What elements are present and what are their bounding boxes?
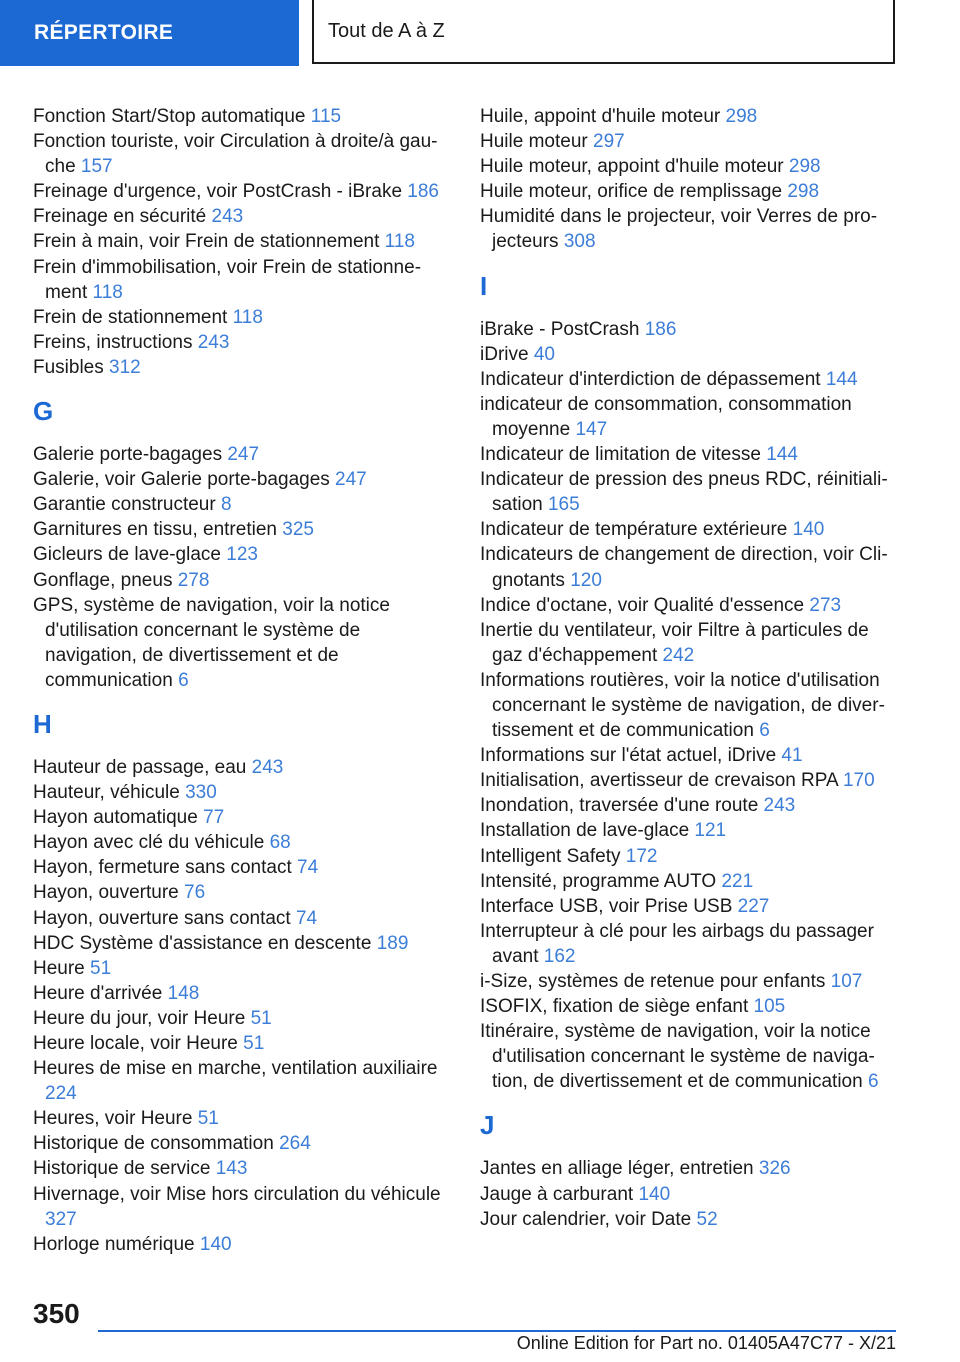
- index-entry: [480, 894, 892, 919]
- index-entry-text: Heure locale, voir Heure: [33, 1033, 238, 1054]
- index-entry: [33, 255, 443, 305]
- page-reference-link[interactable]: 157: [80, 156, 113, 178]
- index-entry: [480, 919, 892, 969]
- index-entry-text: Hauteur, véhicule: [33, 782, 180, 804]
- index-entry: [33, 1006, 443, 1031]
- index-entry: [33, 1106, 443, 1131]
- index-entry: [480, 743, 892, 768]
- page-reference-link[interactable]: 140: [638, 1183, 671, 1205]
- page-reference-link[interactable]: 172: [625, 845, 658, 867]
- page-reference-link[interactable]: 162: [543, 945, 576, 967]
- index-entry-text: indicateur de consommation, consommation moyenne: [480, 393, 852, 440]
- index-entry: [33, 204, 443, 229]
- index-entry-text: Indicateur de température extérieure: [480, 519, 788, 541]
- index-entry-text: Hayon, fermeture sans contact: [33, 857, 292, 879]
- index-entry: [480, 618, 892, 668]
- index-entry: [33, 880, 443, 905]
- index-entry-text: iBrake - PostCrash: [480, 318, 640, 340]
- index-entry: [33, 442, 443, 467]
- index-entry: [33, 855, 443, 880]
- index-entry-text: Freinage d'urgence, voir PostCrash - iBrake: [33, 181, 403, 203]
- index-entry: [480, 1019, 892, 1094]
- page-reference-link[interactable]: 308: [563, 231, 596, 253]
- index-entry: [33, 542, 443, 567]
- index-entry: [33, 179, 443, 204]
- index-entry: [33, 330, 443, 355]
- index-entry-text: Heures de mise en marche, ventilation auxiliaire: [33, 1058, 438, 1080]
- page-reference-link[interactable]: 243: [763, 795, 796, 817]
- index-entry: [33, 492, 443, 517]
- index-entry-text: Garantie constructeur: [33, 494, 216, 516]
- page-reference-link[interactable]: 41: [781, 745, 803, 767]
- index-entry-text: Installation de lave-glace: [480, 820, 690, 842]
- page-reference-link[interactable]: 298: [788, 156, 821, 178]
- page-reference-link[interactable]: 330: [185, 782, 217, 804]
- page-reference-link[interactable]: 278: [177, 569, 210, 591]
- page-reference-link[interactable]: 227: [737, 895, 770, 917]
- page-reference-link[interactable]: 140: [199, 1233, 232, 1255]
- index-entry: [480, 994, 892, 1019]
- index-entry-text: Heure du jour, voir Heure: [33, 1007, 246, 1029]
- index-entry-text: Jour calendrier, voir Date: [480, 1208, 692, 1230]
- index-entry: [480, 1182, 892, 1207]
- page-reference-link[interactable]: 123: [226, 544, 258, 566]
- index-entry-text: Hayon automatique: [33, 807, 198, 829]
- index-letter-heading: G: [33, 396, 54, 427]
- index-entry-text: Hauteur de passage, eau: [33, 756, 247, 778]
- index-entry: [33, 755, 443, 780]
- page-reference-link[interactable]: 298: [725, 106, 758, 127]
- index-entry-text: Indicateur de limitation de vitesse: [480, 444, 761, 466]
- index-entry: [33, 931, 443, 956]
- index-entry: [33, 1131, 443, 1156]
- index-entry: [480, 1207, 892, 1232]
- page-reference-link[interactable]: 186: [407, 181, 439, 203]
- index-entry-text: Huile, appoint d'huile moteur: [480, 106, 721, 127]
- index-entry-text: Garnitures en tissu, entretien: [33, 519, 277, 541]
- index-entry-text: Hayon, ouverture sans contact: [33, 907, 291, 929]
- index-entry: [33, 517, 443, 542]
- page-reference-link[interactable]: 74: [297, 857, 319, 879]
- page-reference-link[interactable]: 74: [295, 907, 318, 929]
- index-entry: [33, 1232, 443, 1257]
- index-entry-text: Inondation, traversée d'une route: [480, 795, 759, 817]
- index-entry-text: Informations routières, voir la notice d'utilisation concernant le système de navigation, de divertissement et de communication: [480, 669, 885, 742]
- index-entry: [33, 104, 443, 129]
- index-entry: [480, 668, 892, 743]
- page-reference-link[interactable]: 148: [167, 982, 200, 1004]
- index-entry: [480, 342, 892, 367]
- page-reference-link[interactable]: 6: [759, 720, 770, 742]
- index-entry-text: Frein de stationnement: [33, 306, 228, 328]
- index-entry-text: Humidité dans le projecteur, voir Verres de projecteurs: [480, 206, 878, 253]
- page-reference-link[interactable]: 325: [282, 519, 314, 541]
- page-reference-link[interactable]: 51: [243, 1033, 265, 1054]
- page-reference-link[interactable]: 221: [721, 870, 754, 892]
- index-entry: [480, 104, 892, 129]
- index-entry-text: Horloge numérique: [33, 1233, 195, 1255]
- index-entry-text: Hayon, ouverture: [33, 882, 179, 904]
- index-entry-text: Freinage en sécurité: [33, 206, 207, 228]
- index-entry: [480, 969, 892, 994]
- index-entry-text: Gonflage, pneus: [33, 569, 173, 591]
- page-reference-link[interactable]: 170: [842, 770, 875, 792]
- edition-note: Online Edition for Part no. 01405A47C77 - X/21: [516, 1333, 896, 1353]
- index-entry: [33, 305, 443, 330]
- page-reference-link[interactable]: 8: [220, 494, 232, 516]
- index-entry-text: Hayon avec clé du véhicule: [33, 832, 265, 854]
- page-reference-link[interactable]: 105: [753, 996, 786, 1018]
- index-entry-text: Inertie du ventilateur, voir Filtre à particules de gaz d'échappement: [480, 619, 869, 666]
- page-reference-link[interactable]: 51: [250, 1007, 272, 1029]
- page-reference-link[interactable]: 243: [251, 756, 284, 778]
- index-entry: [33, 568, 443, 593]
- page-reference-link[interactable]: 51: [90, 957, 112, 979]
- index-entry: [33, 593, 443, 693]
- index-entry: [33, 1056, 443, 1106]
- index-entry-text: Indicateur de pression des pneus RDC, réinitialisation: [480, 469, 888, 516]
- page-reference-link[interactable]: 326: [758, 1158, 791, 1180]
- index-entry-text: Hivernage, voir Mise hors circulation du véhicule: [33, 1183, 441, 1205]
- index-entry-text: Jauge à carburant: [480, 1183, 634, 1205]
- index-entry-text: HDC Système d'assistance en descente: [33, 932, 372, 954]
- footer-divider: [98, 1330, 896, 1332]
- page-reference-link[interactable]: 165: [547, 494, 580, 516]
- section-tab: [0, 0, 299, 66]
- index-entry: [33, 355, 443, 380]
- page-reference-link[interactable]: 51: [197, 1108, 219, 1130]
- index-entry: [33, 1156, 443, 1181]
- index-entry: [480, 442, 892, 467]
- page-reference-link[interactable]: 327: [45, 1208, 77, 1230]
- section-tab-label: RÉPERTOIRE: [34, 21, 174, 44]
- page-reference-link[interactable]: 140: [792, 519, 825, 541]
- index-entry: [480, 204, 892, 254]
- index-entry: [480, 179, 892, 204]
- page-reference-link[interactable]: 115: [310, 106, 342, 127]
- index-entry-text: Interrupteur à clé pour les airbags du passager avant: [480, 920, 874, 967]
- page-reference-link[interactable]: 186: [644, 318, 677, 340]
- page-reference-link[interactable]: 118: [92, 281, 123, 303]
- page-reference-link[interactable]: 143: [215, 1158, 248, 1180]
- page-reference-link[interactable]: 264: [279, 1133, 311, 1155]
- page-reference-link[interactable]: 118: [232, 306, 263, 328]
- page-reference-link[interactable]: 144: [766, 444, 798, 466]
- index-letter-heading: J: [480, 1110, 495, 1141]
- page-reference-link[interactable]: 273: [809, 594, 842, 616]
- index-entry-text: Indicateurs de changement de direction, voir Clignotants: [480, 544, 888, 591]
- index-entry-text: Initialisation, avertisseur de crevaison RPA: [480, 770, 838, 792]
- page-reference-link[interactable]: 243: [211, 206, 244, 228]
- page-reference-link[interactable]: 6: [178, 669, 189, 691]
- index-entry: [480, 154, 892, 179]
- page-number: 350: [33, 1298, 80, 1329]
- index-entry: [480, 1156, 892, 1181]
- page-reference-link[interactable]: 243: [197, 331, 230, 353]
- index-entry: [33, 129, 443, 179]
- page-reference-link[interactable]: 68: [269, 832, 291, 854]
- page-reference-link[interactable]: 247: [227, 444, 260, 466]
- index-entry-text: Freins, instructions: [33, 331, 193, 353]
- index-letter-heading: I: [480, 270, 488, 301]
- page-reference-link[interactable]: 6: [867, 1071, 879, 1093]
- index-entry-text: Frein d'immobilisation, voir Frein de stationnement: [33, 256, 422, 303]
- page-reference-link[interactable]: 147: [575, 418, 608, 440]
- index-entry-text: Fonction touriste, voir Circulation à droite/à gauche: [33, 131, 438, 178]
- page-reference-link[interactable]: 52: [696, 1208, 718, 1230]
- index-entry: [480, 793, 892, 818]
- index-entry-text: Gicleurs de lave-glace: [33, 544, 221, 566]
- index-entry: [33, 906, 443, 931]
- index-entry: [480, 768, 892, 793]
- index-entry: [480, 818, 892, 843]
- page-reference-link[interactable]: 297: [593, 131, 625, 153]
- index-entry: [33, 830, 443, 855]
- page-reference-link[interactable]: 298: [787, 181, 820, 203]
- index-entry-text: Fonction Start/Stop automatique: [33, 106, 306, 127]
- index-entry: [480, 367, 892, 392]
- index-entry-text: Fusibles: [33, 356, 104, 378]
- index-entry-text: Indice d'octane, voir Qualité d'essence: [480, 594, 805, 616]
- index-entry-text: iDrive: [480, 343, 529, 365]
- chapter-title-label: Tout de A à Z: [328, 19, 445, 42]
- index-entry: [33, 1031, 443, 1056]
- index-entry-text: Itinéraire, système de navigation, voir la notice d'utilisation concernant le système de navigation, de divertissement et de communication: [480, 1021, 875, 1093]
- index-column-left: [33, 104, 443, 1257]
- page-reference-link[interactable]: 144: [825, 368, 858, 390]
- page-reference-link[interactable]: 242: [662, 644, 695, 666]
- index-entry-text: Informations sur l'état actuel, iDrive: [480, 745, 777, 767]
- index-entry-text: Heures, voir Heure: [33, 1108, 193, 1130]
- page-reference-link[interactable]: 224: [45, 1083, 77, 1105]
- index-entry: [33, 229, 443, 254]
- page-reference-link[interactable]: 107: [830, 971, 863, 992]
- index-entry-text: Interface USB, voir Prise USB: [480, 895, 733, 917]
- chapter-title: [312, 0, 895, 64]
- index-entry: [33, 467, 443, 492]
- index-entry: [480, 467, 892, 517]
- index-entry-text: Jantes en alliage léger, entretien: [480, 1158, 754, 1180]
- index-entry: [480, 844, 892, 869]
- index-entry-text: Heure d'arrivée: [33, 982, 163, 1004]
- index-entry-text: i-Size, systèmes de retenue pour enfants: [480, 971, 826, 992]
- page-reference-link[interactable]: 40: [533, 343, 555, 365]
- index-entry-text: Indicateur d'interdiction de dépassement: [480, 368, 821, 390]
- index-entry: [33, 956, 443, 981]
- index-entry: [33, 780, 443, 805]
- index-entry-text: Historique de service: [33, 1158, 211, 1180]
- page-reference-link[interactable]: 121: [694, 820, 727, 842]
- index-entry: [480, 517, 892, 542]
- page-reference-link[interactable]: 118: [384, 231, 415, 253]
- index-entry: [480, 593, 892, 618]
- page-reference-link[interactable]: 312: [109, 356, 141, 378]
- page-reference-link[interactable]: 120: [570, 569, 602, 591]
- index-entry-text: GPS, système de navigation, voir la notice d'utilisation concernant le système de navigation, de divertissement et de communication: [33, 594, 390, 691]
- page-reference-link[interactable]: 76: [184, 882, 206, 904]
- index-column-right: [480, 104, 892, 1232]
- page-reference-link[interactable]: 77: [203, 807, 225, 829]
- index-entry-text: Galerie porte-bagages: [33, 444, 223, 466]
- index-entry-text: Galerie, voir Galerie porte-bagages: [33, 469, 330, 491]
- page-reference-link[interactable]: 247: [335, 469, 367, 491]
- index-entry-text: Frein à main, voir Frein de stationnement: [33, 231, 380, 253]
- index-entry: [33, 1182, 443, 1232]
- index-entry: [33, 805, 443, 830]
- index-letter-heading: H: [33, 708, 52, 739]
- index-entry-text: Intensité, programme AUTO: [480, 870, 717, 892]
- index-entry: [33, 981, 443, 1006]
- index-entry-text: ISOFIX, fixation de siège enfant: [480, 996, 749, 1018]
- index-entry-text: Huile moteur, appoint d'huile moteur: [480, 156, 784, 178]
- index-entry: [480, 869, 892, 894]
- index-entry-text: Intelligent Safety: [480, 845, 621, 867]
- index-entry-text: Huile moteur, orifice de remplissage: [480, 181, 783, 203]
- index-entry: [480, 392, 892, 442]
- index-entry: [480, 317, 892, 342]
- index-entry-text: Historique de consommation: [33, 1133, 274, 1155]
- index-entry-text: Huile moteur: [480, 131, 588, 153]
- index-entry: [480, 542, 892, 592]
- page-reference-link[interactable]: 189: [376, 932, 409, 954]
- index-entry: [480, 129, 892, 154]
- page-header: [0, 0, 960, 66]
- index-entry-text: Heure: [33, 957, 85, 979]
